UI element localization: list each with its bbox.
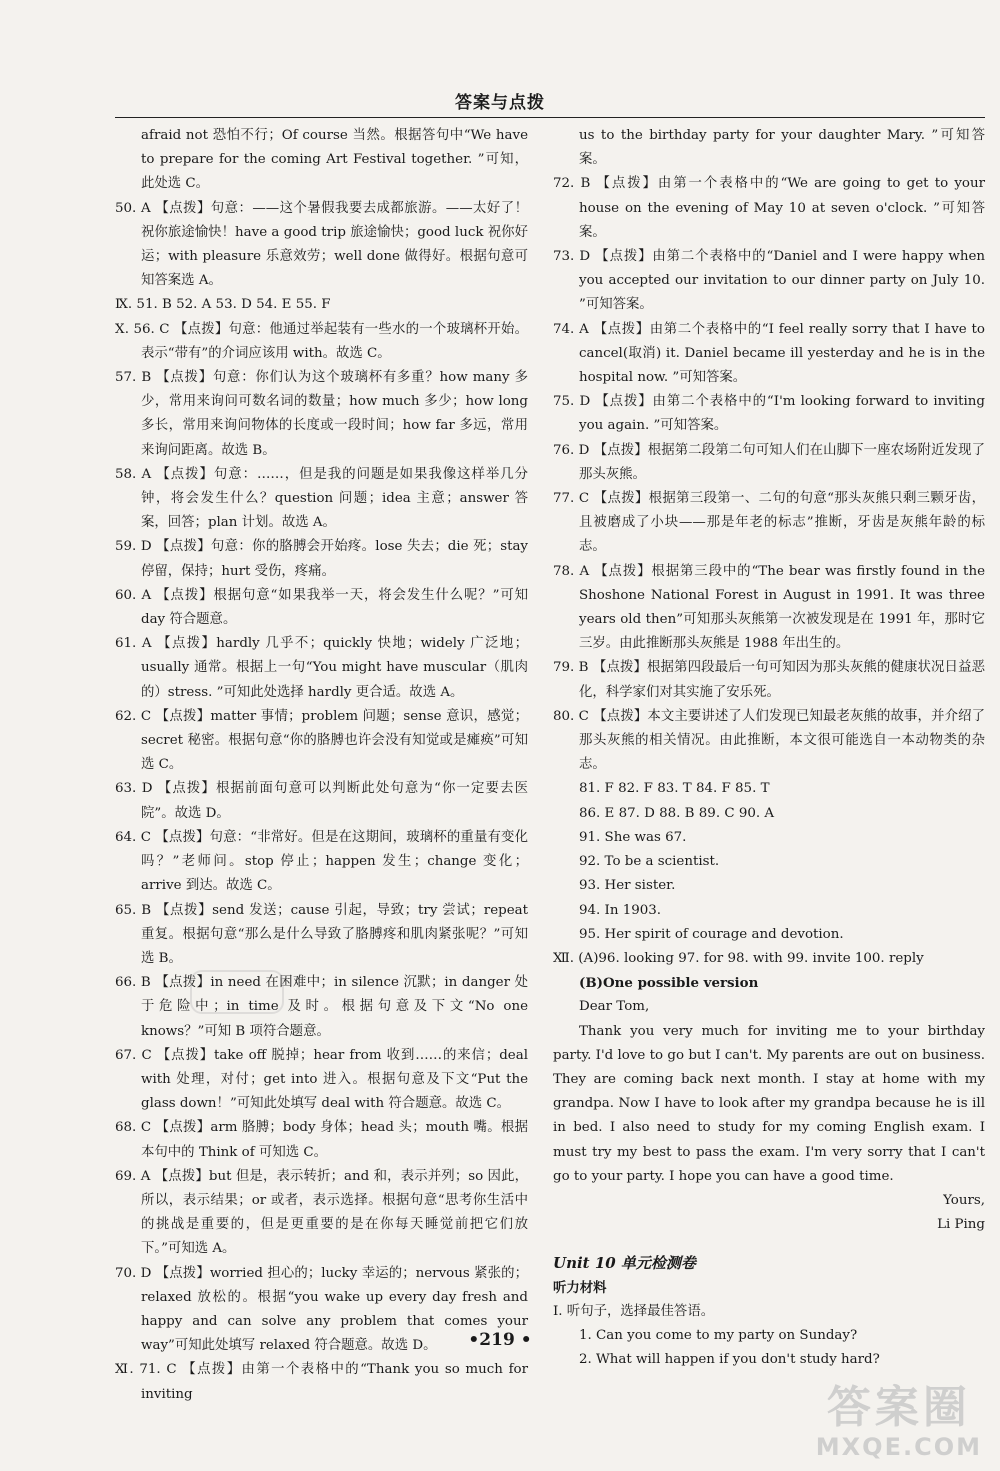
right-paragraph: 73. D 【点拨】由第二个表格中的“Daniel and I were happy when you accepted our invitation to our dinner party on July 10. ”可知答案。 xyxy=(553,249,985,313)
right-column xyxy=(553,124,985,1372)
stamp-mark xyxy=(190,970,284,1014)
header-rule xyxy=(115,117,985,118)
left-paragraph: 60. A 【点拨】根据句意“如果我举一天，将会发生什么呢？”可知 day 符合题意。 xyxy=(115,587,528,628)
right-paragraph: Unit 10 单元检测卷 xyxy=(553,1254,696,1273)
right-paragraph: 93. Her sister. xyxy=(579,878,676,894)
left-paragraph: 67. C 【点拨】take off 脱掉；hear from 收到……的来信；deal with 处理，对付；get into 进入。根据句意及下文“Put the glass down！”可知此处填写 deal with 符合题意。故选 C。 xyxy=(115,1047,528,1112)
right-paragraph: 80. C 【点拨】本文主要讲述了人们发现已知最老灰熊的故事，并介绍了那头灰熊的相关情况。由此推断，本文很可能选自一本动物类的杂志。 xyxy=(553,708,985,773)
right-paragraph: 76. D 【点拨】根据第二段第二句可知人们在山脚下一座农场附近发现了那头灰熊。 xyxy=(553,442,985,482)
left-paragraph: Ⅹ. 56. C 【点拨】句意：他通过举起装有一些水的一个玻璃杯开始。表示“带有”的介词应该用 with。故选 C。 xyxy=(115,321,528,361)
watermark-text: 答案圈 xyxy=(826,1382,971,1433)
left-paragraph: 59. D 【点拨】句意：你的胳膊会开始疼。lose 失去；die 死；stay 停留，保持；hurt 受伤，疼痛。 xyxy=(115,539,528,579)
right-paragraph: 74. A 【点拨】由第二个表格中的“I feel really sorry that I have to cancel(取消) it. Daniel became ill yesterday and he is in the hospital now. ”可知答案。 xyxy=(553,321,985,386)
right-paragraph: 91. She was 67. xyxy=(579,829,687,845)
right-paragraph: Thank you very much for inviting me to your birthday party. I'd love to go but I can't. My parents are out on business. They are coming back next month. I stay at home with my grandpa. Now I have to look after my grandpa because he is ill in bed. I also need to study for my coming English exam. I must try my best to pass the exam. I'm very sorry that I can't go to your party. I hope you can have a good time. xyxy=(553,1023,985,1184)
left-paragraph: 57. B 【点拨】句意：你们认为这个玻璃杯有多重？how many 多少，常用来询问可数名词的数量；how much 多少；how long 多长，常用来询问物体的长度或一段时间；how far 多远，常用来询问距离。故选 B。 xyxy=(115,370,528,458)
right-paragraph: 94. In 1903. xyxy=(579,902,662,918)
right-paragraph: Li Ping xyxy=(937,1217,985,1233)
right-paragraph: 78. A 【点拨】根据第三段中的“The bear was firstly found in the Shoshone National Forest in August in 1991. It was three years old then”可知那头灰熊第一次被发现是在 1991 年，那时它三岁。由此推断那头灰熊是 1988 年出生的。 xyxy=(553,563,985,652)
right-paragraph: (B)One possible version xyxy=(579,975,759,992)
right-paragraph: 95. Her spirit of courage and devotion. xyxy=(579,926,844,942)
left-paragraph: Ⅺ. 71. C 【点拨】由第一个表格中的“Thank you so much for inviting xyxy=(115,1362,528,1402)
watermark-logo xyxy=(816,1383,982,1461)
left-paragraph: 58. A 【点拨】句意：……，但是我的问题是如果我像这样举几分钟，将会发生什么？question 问题；idea 主意；answer 答案，回答；plan 计划。故选 A。 xyxy=(115,466,528,531)
right-paragraph: 81. F 82. F 83. T 84. F 85. T xyxy=(579,781,770,797)
left-paragraph: Ⅸ. 51. B 52. A 53. D 54. E 55. F xyxy=(115,297,331,313)
right-paragraph: 72. B 【点拨】由第一个表格中的“We are going to get to your house on the evening of May 10 at seven o'clock. ”可知答案。 xyxy=(553,176,985,240)
right-paragraph: 77. C 【点拨】根据第三段第一、二句的句意“那头灰熊只剩三颗牙齿，且被磨成了小块——那是年老的标志”推断，牙齿是灰熊年龄的标志。 xyxy=(553,491,985,555)
left-paragraph: afraid not 恐怕不行；Of course 当然。根据答句中“We have to prepare for the coming Art Festival together. ”可知，此处选 C。 xyxy=(141,128,528,192)
page-number: •219 • xyxy=(468,1330,532,1350)
left-paragraph: 70. D 【点拨】worried 担心的；lucky 幸运的；nervous 紧张的；relaxed 放松的。根据“you wake up every day fresh and happy and can solve any problem that comes your way”可知此处填写 relaxed 符合题意。故选 D。 xyxy=(115,1265,528,1354)
right-paragraph: Yours, xyxy=(943,1192,985,1208)
watermark-site: MXQE.COM xyxy=(815,1433,982,1461)
right-paragraph: 2. What will happen if you don't study hard? xyxy=(579,1352,880,1368)
left-paragraph: 64. C 【点拨】句意：“非常好。但是在这期间，玻璃杯的重量有变化吗？”老师问。stop 停止；happen 发生；change 变化；arrive 到达。故选 C。 xyxy=(115,829,528,894)
right-paragraph: Ⅰ. 听句子，选择最佳答语。 xyxy=(553,1303,715,1319)
left-paragraph: 50. A 【点拨】句意：——这个暑假我要去成都旅游。——太好了！祝你旅途愉快！have a good trip 旅途愉快；good luck 祝你好运；with pleasure 乐意效劳；well done 做得好。根据句意可知答案选 A。 xyxy=(115,200,528,289)
left-paragraph: 62. C 【点拨】matter 事情；problem 问题；sense 意识，感觉；secret 秘密。根据句意“你的胳膊也许会没有知觉或是瘫痪”可知选 C。 xyxy=(115,708,528,773)
right-paragraph: us to the birthday party for your daughter Mary. ”可知答案。 xyxy=(579,128,985,168)
right-paragraph: 听力材料 xyxy=(553,1279,607,1296)
left-paragraph: 68. C 【点拨】arm 胳膊；body 身体；head 头；mouth 嘴。根据本句中的 Think of 可知选 C。 xyxy=(115,1120,528,1160)
right-paragraph: 1. Can you come to my party on Sunday? xyxy=(579,1327,858,1343)
left-paragraph: 63. D 【点拨】根据前面句意可以判断此处句意为“你一定要去医院”。故选 D。 xyxy=(115,781,528,821)
right-paragraph: 79. B 【点拨】根据第四段最后一句可知因为那头灰熊的健康状况日益恶化，科学家们对其实施了安乐死。 xyxy=(553,660,985,700)
right-paragraph: Dear Tom, xyxy=(579,999,650,1015)
left-column xyxy=(115,124,528,1407)
page-header-title: 答案与点拨 xyxy=(455,93,545,113)
left-paragraph: 66. B 【点拨】in need 在困难中；in silence 沉默；in danger 处于危险中；in time 及时。根据句意及下文“No one knows？”可知 B 项符合题意。 xyxy=(115,975,528,1039)
right-paragraph: Ⅻ. (A)96. looking 97. for 98. with 99. invite 100. reply xyxy=(553,950,924,966)
left-paragraph: 61. A 【点拨】hardly 几乎不；quickly 快地；widely 广泛地；usually 通常。根据上一句“You might have muscular（肌肉的）stress. ”可知此处选择 hardly 更合适。故选 A。 xyxy=(115,636,528,700)
right-paragraph: 75. D 【点拨】由第二个表格中的“I'm looking forward to inviting you again. ”可知答案。 xyxy=(553,394,985,434)
left-paragraph: 65. B 【点拨】send 发送；cause 引起，导致；try 尝试；repeat 重复。根据句意“那么是什么导致了胳膊疼和肌肉紧张呢？”可知选 B。 xyxy=(115,902,528,966)
right-paragraph: 86. E 87. D 88. B 89. C 90. A xyxy=(579,805,775,821)
right-paragraph: 92. To be a scientist. xyxy=(579,854,720,870)
left-paragraph: 69. A 【点拨】but 但是，表示转折；and 和，表示并列；so 因此，所以，表示结果；or 或者，表示选择。根据句意“思考你生活中的挑战是重要的，但是更重要的是在你每天睡觉前把它们放下。”可知选 A。 xyxy=(115,1168,528,1257)
